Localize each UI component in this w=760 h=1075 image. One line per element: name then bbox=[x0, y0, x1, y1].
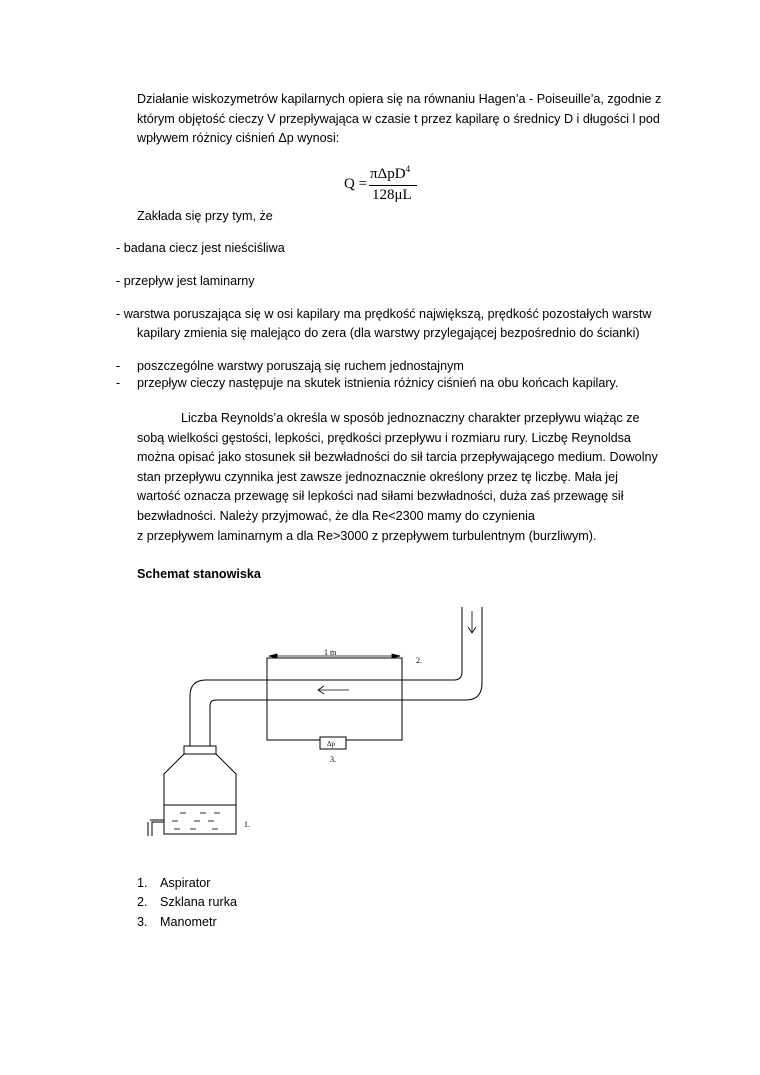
length-label: 1 m bbox=[324, 648, 337, 657]
intro-line: wpływem różnicy ciśnień Δp wynosi: bbox=[137, 131, 340, 146]
assumption-item: - badana ciecz jest nieściśliwa bbox=[116, 241, 285, 255]
reynolds-line: stan przepływu czynnika jest zawsze jednoznacznie określony przez tę liczbę. Mała jej bbox=[137, 469, 618, 484]
assumption-item: - warstwa poruszająca się w osi kapilary ma prędkość największą, prędkość pozostałych warstw bbox=[116, 307, 652, 321]
intro-line: Działanie wiskozymetrów kapilarnych opiera się na równaniu Hagen’a - Poiseuille’a, zgodnie z bbox=[137, 92, 662, 106]
legend-number: 3. bbox=[137, 915, 148, 929]
list-dash: - bbox=[116, 359, 121, 373]
formula-denominator: 128μL bbox=[372, 187, 412, 203]
label-1: 1. bbox=[244, 820, 250, 829]
reynolds-line: Liczba Reynolds’a określa w sposób jednoznaczny charakter przepływu wiążąc ze bbox=[181, 411, 640, 425]
legend-number: 1. bbox=[137, 876, 148, 890]
manometer-dp-label: Δp bbox=[327, 740, 336, 748]
legend-aspirator: Aspirator bbox=[160, 876, 211, 890]
legend-manometer: Manometr bbox=[160, 915, 217, 929]
legend-glass-tube: Szklana rurka bbox=[160, 895, 237, 909]
reynolds-line: bezwładności. Należy przyjmować, że dla Re<2300 mamy do czynienia bbox=[137, 508, 535, 523]
assumptions-intro: Zakłada się przy tym, że bbox=[137, 209, 273, 223]
legend-number: 2. bbox=[137, 895, 148, 909]
reynolds-line: wartość oznacza przewagę sił lepkości nad siłami bezwładności, duża zaś przewagę sił bbox=[137, 489, 624, 504]
assumption-item: - przepływ jest laminarny bbox=[116, 274, 255, 288]
reynolds-line: z przepływem laminarnym a dla Re>3000 z przepływem turbulentnym (burzliwym). bbox=[137, 528, 597, 543]
test-section-box bbox=[267, 658, 402, 740]
formula-lhs: Q = bbox=[344, 176, 368, 192]
intro-line: którym objętość cieczy V przepływająca w czasie t przez kapilarę o średnicy D i długości l pod bbox=[137, 111, 660, 126]
list-dash: - bbox=[116, 376, 121, 390]
assumption-item: przepływ cieczy następuje na skutek istnienia różnicy ciśnień na obu końcach kapilary. bbox=[137, 376, 619, 390]
tube-inner-wall bbox=[210, 607, 482, 746]
assumption-item-continuation: kapilary zmienia się malejąco do zera (dla warstwy przylegającej bezpośrednio do ścianki) bbox=[137, 326, 640, 340]
label-3: 3. bbox=[330, 755, 336, 764]
assumption-item: poszczególne warstwy poruszają się ruchem jednostajnym bbox=[137, 359, 464, 373]
tube-outer-wall bbox=[190, 607, 462, 746]
schema-heading: Schemat stanowiska bbox=[137, 567, 261, 581]
formula-numerator-text: πΔpD bbox=[370, 166, 406, 182]
label-2: 2. bbox=[416, 656, 422, 665]
formula-exponent: 4 bbox=[405, 164, 411, 174]
reynolds-line: sobą wielkości gęstości, lepkości, prędkości przepływu i rozmiaru rury. Liczbę Reynoldsa bbox=[137, 430, 631, 445]
dimension-arrow-right bbox=[392, 654, 400, 658]
reynolds-line: można opisać jako stosunek sił bezwładności do sił tarcia przepływającego medium. Dowolny bbox=[137, 450, 658, 465]
drain-tap bbox=[148, 820, 164, 836]
dimension-arrow-left bbox=[269, 654, 277, 658]
